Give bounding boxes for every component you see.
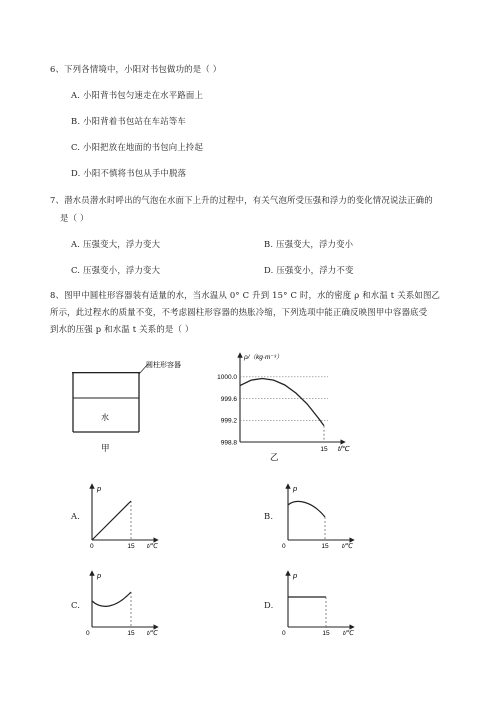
d-origin: 0 [282,630,286,637]
a-x-tick: 15 [127,543,135,550]
answer-graph-a [84,483,164,551]
q6-option-b: B. 小阳背着书包站在车站等车 [71,116,186,126]
figure-jia [65,358,181,453]
c-origin: 0 [86,630,90,637]
figure-jia-caption: 甲 [101,443,110,453]
yi-y-tick-1000: 1000.0 [217,374,237,382]
q6-option-d: D. 小阳不慎将书包从手中脱落 [71,168,187,178]
b-x-tick: 15 [321,543,329,550]
yi-y-tick-999-2: 999.2 [220,417,237,425]
water-label: 水 [101,413,109,422]
b-p-label: p [293,484,298,493]
answer-b-letter: B. [264,511,274,521]
density-curve [240,378,324,425]
answer-d-letter: D. [264,600,274,610]
container-label: 圆柱形容器 [146,362,181,369]
q6-stem: 6、下列各情境中，小阳对书包做功的是（ ） [50,64,222,74]
d-x-tick: 15 [322,630,330,637]
q6-option-a: A. 小阳背书包匀速走在水平路面上 [71,90,204,100]
c-p-label: p [97,571,102,580]
answer-a-letter: A. [71,511,81,521]
yi-x-tick-15: 15 [320,446,328,453]
b-t-label: t/℃ [342,543,353,550]
yi-y-axis-label: ρ/（kg·m⁻³） [244,354,283,361]
figure-yi-caption: 乙 [270,452,279,462]
c-x-tick: 15 [127,630,135,637]
yi-y-tick-998-8: 998.8 [220,439,237,447]
c-t-label: t/℃ [147,630,158,637]
q7-option-d: D. 压强变小，浮力不变 [264,265,354,275]
q8-line3: 到水的压强 p 和水温 t 关系的是（ ） [50,324,194,334]
b-graph-curve [288,501,325,517]
answer-graph-d [280,570,360,638]
q6-option-c: C. 小阳把放在地面的书包向上拎起 [71,142,204,152]
answer-graph-c [84,570,164,638]
b-origin: 0 [282,543,286,550]
q7-stem-cont: 是（ ） [60,213,89,223]
q7-stem: 7、潜水员潜水时呼出的气泡在水面下上升的过程中，有关气泡所受压强和浮力的变化情况说法正确的 [50,195,433,205]
figure-yi [200,352,350,460]
a-t-label: t/℃ [147,543,158,550]
c-graph-curve [92,592,131,606]
answer-graph-b [280,483,360,551]
yi-x-axis-label: t/℃ [338,446,350,453]
q7-option-a: A. 压强变大，浮力变大 [71,239,161,249]
answer-c-letter: C. [71,600,81,610]
yi-y-tick-999-6: 999.6 [220,395,237,403]
a-graph-line [92,501,131,540]
q8-line2: 所示，此过程水的质量不变，不考虑圆柱形容器的热胀冷缩，下列选项中能正确反映图甲中容器底受 [50,307,428,317]
q7-option-b: B. 压强变大，浮力变小 [264,239,354,249]
a-p-label: p [97,484,102,493]
q7-option-c: C. 压强变小，浮力变大 [71,265,161,275]
d-p-label: p [293,571,298,580]
a-origin: 0 [90,543,94,550]
d-t-label: t/℃ [343,630,354,637]
container-top-edge [72,372,140,373]
q8-line1: 8、图甲中圆柱形容器装有适量的水，当水温从 0° C 升到 15° C 时，水的密度 ρ 和水温 t 关系如图乙 [50,290,441,300]
